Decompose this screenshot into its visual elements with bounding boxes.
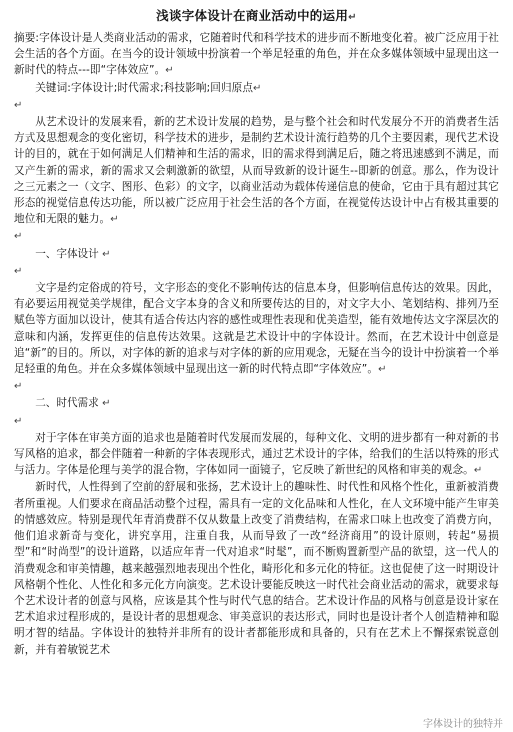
paragraph-mark-icon: ↵: [14, 231, 23, 243]
blank-line: [14, 413, 499, 430]
watermark: 字体设计的独特并: [421, 715, 505, 730]
section-heading-era-demand: 二、时代需求 ↵: [35, 397, 111, 410]
paragraph-mark-icon: ↵: [14, 415, 23, 427]
section2-body-2: 新时代，人性得到了空前的舒展和张扬，艺术设计上的趣味性、时代性和风格个性化，重新被消费者所重视。人们要求在商品活动整个过程，需具有一定的文化品味和人性化，在人文环境中能产生审美的情感效应。特别是现代年青消费群不仅从数量上改变了消费结构，在需求口味上也改变了消费方向，他们追求新奇与变化，讲究享用，注重自我，从而导致了一改“经济商用”的设计原则，转起“易损型”和“时尚型”的设计道路，以适应年青一代对追求“时髦”，而不断购置新型产品的欲望，这一代人的消费观念和审美情趣，越来越强烈地表现出个性化，畸形化和多元化的特征。这也促使了这一时期设计风格朝个性化、人性化和多元化方向演变。艺术设计要能反映这一时代社会商业活动的需求，就要求每个艺术设计者的创意与风格，应该是其个性与时代气息的结合。艺术设计作品的风格与创意是设计家在艺术追求过程形成的，是设计者的思想观念、审美意识的表达形式，同时也是设计者个人创造精神和聪明才智的结晶。字体设计的独特并非所有的设计者都能形成和具备的，只有在艺术上不懈探索锐意创新，并有着敏锐艺术: [14, 481, 499, 656]
paragraph-mark-icon: ↵: [102, 248, 111, 260]
document-title: 浅谈字体设计在商业活动中的运用↵: [156, 8, 357, 23]
paragraph-mark-icon: ↵: [14, 99, 23, 111]
section1-body: 文字是约定俗成的符号，文字形态的变化不影响传达的信息本身，但影响信息传达的效果。因此，有必要运用视觉美学规律，配合文字本身的含义和所要传达的目的，对文字大小、笔划结构、排列乃至赋色等方面加以设计，使其有适合传达内容的感性或理性表现和优美造型，能有效地传达文字深层次的意味和内涵，发挥更佳的信息传达效果。这就是艺术设计中的字体设计。然而，在艺术设计中创意是追“新”的目的。所以，对字体的新的追求与对字体的新的应用观念，无疑在当今的设计中扮演着一个举足轻重的角色。并在众多媒体领域中显现出这一新的时代特点即“字体效应”。↵: [14, 282, 499, 376]
paragraph-mark-icon: ↵: [253, 82, 262, 94]
blank-line: [14, 97, 499, 114]
paragraph-mark-icon: ↵: [165, 65, 174, 77]
paragraph-mark-icon: ↵: [348, 12, 357, 23]
keywords-paragraph: 关键词:字体设计;时代需求;科技影响;回归原点↵: [35, 81, 262, 94]
blank-line: [14, 263, 499, 280]
paragraph-mark-icon: ↵: [14, 381, 23, 393]
paragraph-mark-icon: ↵: [378, 364, 387, 376]
abstract-paragraph: 摘要:字体设计是人类商业活动的需求，它随着时代和科学技术的进步而不断地变化着。被广泛应用于社会生活的各个方面。在当今的设计领域中扮演着一个举足轻重的角色，并在众多媒体领域中显现出这一新时代的特点---即“字体效应”。↵: [14, 32, 499, 77]
blank-line: [14, 228, 499, 245]
paragraph-mark-icon: ↵: [473, 465, 483, 477]
blank-line: [14, 378, 499, 395]
section-heading-font-design: 一、字体设计 ↵: [35, 247, 111, 260]
paragraph-mark-icon: ↵: [14, 265, 23, 277]
intro-paragraph: 从艺术设计的发展来看，新的艺术设计发展的趋势，是与整个社会和时代发展分不开的消费者生活方式及思想观念的变化密切，科学技术的进步，是制约艺术设计流行趋势的几个主要因素，现代艺术设计的目的，就在于如何满足人们精神和生活的需求，旧的需求得到满足后，随之将迅速感到不满足，而又产生新的需求，新的需求又会刺激新的欲望，从而导致新的设计诞生--即新的创意。那么，作为设计之三元素之一（文字、图形、色彩）的文字，以商业活动为载体传递信息的使命，它由于具有超过其它形态的视觉信息传达功能，所以被广泛应用于社会生活的各个方面，在视觉传达设计中占有极其重要的地位和无限的魅力。↵: [14, 116, 499, 226]
paragraph-mark-icon: ↵: [110, 214, 119, 226]
section2-body-1: 对于字体在审美方面的追求也是随着时代发展而发展的，每种文化、文明的进步都有一种对新的书写风格的追求，都会伴随着一种新的字体表现形式，通过艺术设计的字体，给我们的生活以特殊的形式与活力。字体是伦理与美学的混合物，字体如同一面镜子，它反映了新世纪的风格和审美的观念。↵: [14, 431, 499, 477]
paragraph-mark-icon: ↵: [102, 398, 111, 410]
